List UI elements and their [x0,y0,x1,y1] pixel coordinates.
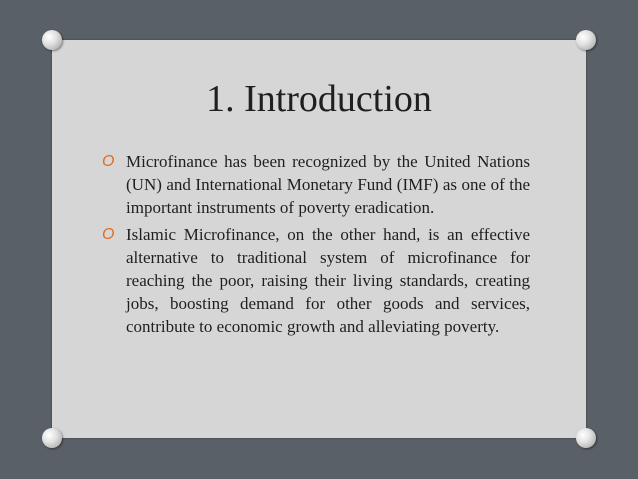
bullet-marker-icon: O [102,153,115,170]
bullet-text: Islamic Microfinance, on the other hand, is an effective alternative to traditional system of microfinance for reaching the poor, raising their living standards, creating jobs, boosting demand for other goods and services, contribute to economic growth and alleviating poverty. [126,225,530,336]
bullet-item [102,223,530,338]
pushpin-icon [576,30,596,50]
bullet-item [102,150,530,219]
pushpin-icon [42,428,62,448]
pushpin-icon [42,30,62,50]
bullet-text: Microfinance has been recognized by the United Nations (UN) and International Monetary Fund (IMF) as one of the important instruments of poverty eradication. [126,152,530,217]
bullet-list [102,150,530,342]
pushpin-icon [576,428,596,448]
bullet-marker-icon: O [102,226,115,243]
slide-title: 1. Introduction [206,78,432,120]
